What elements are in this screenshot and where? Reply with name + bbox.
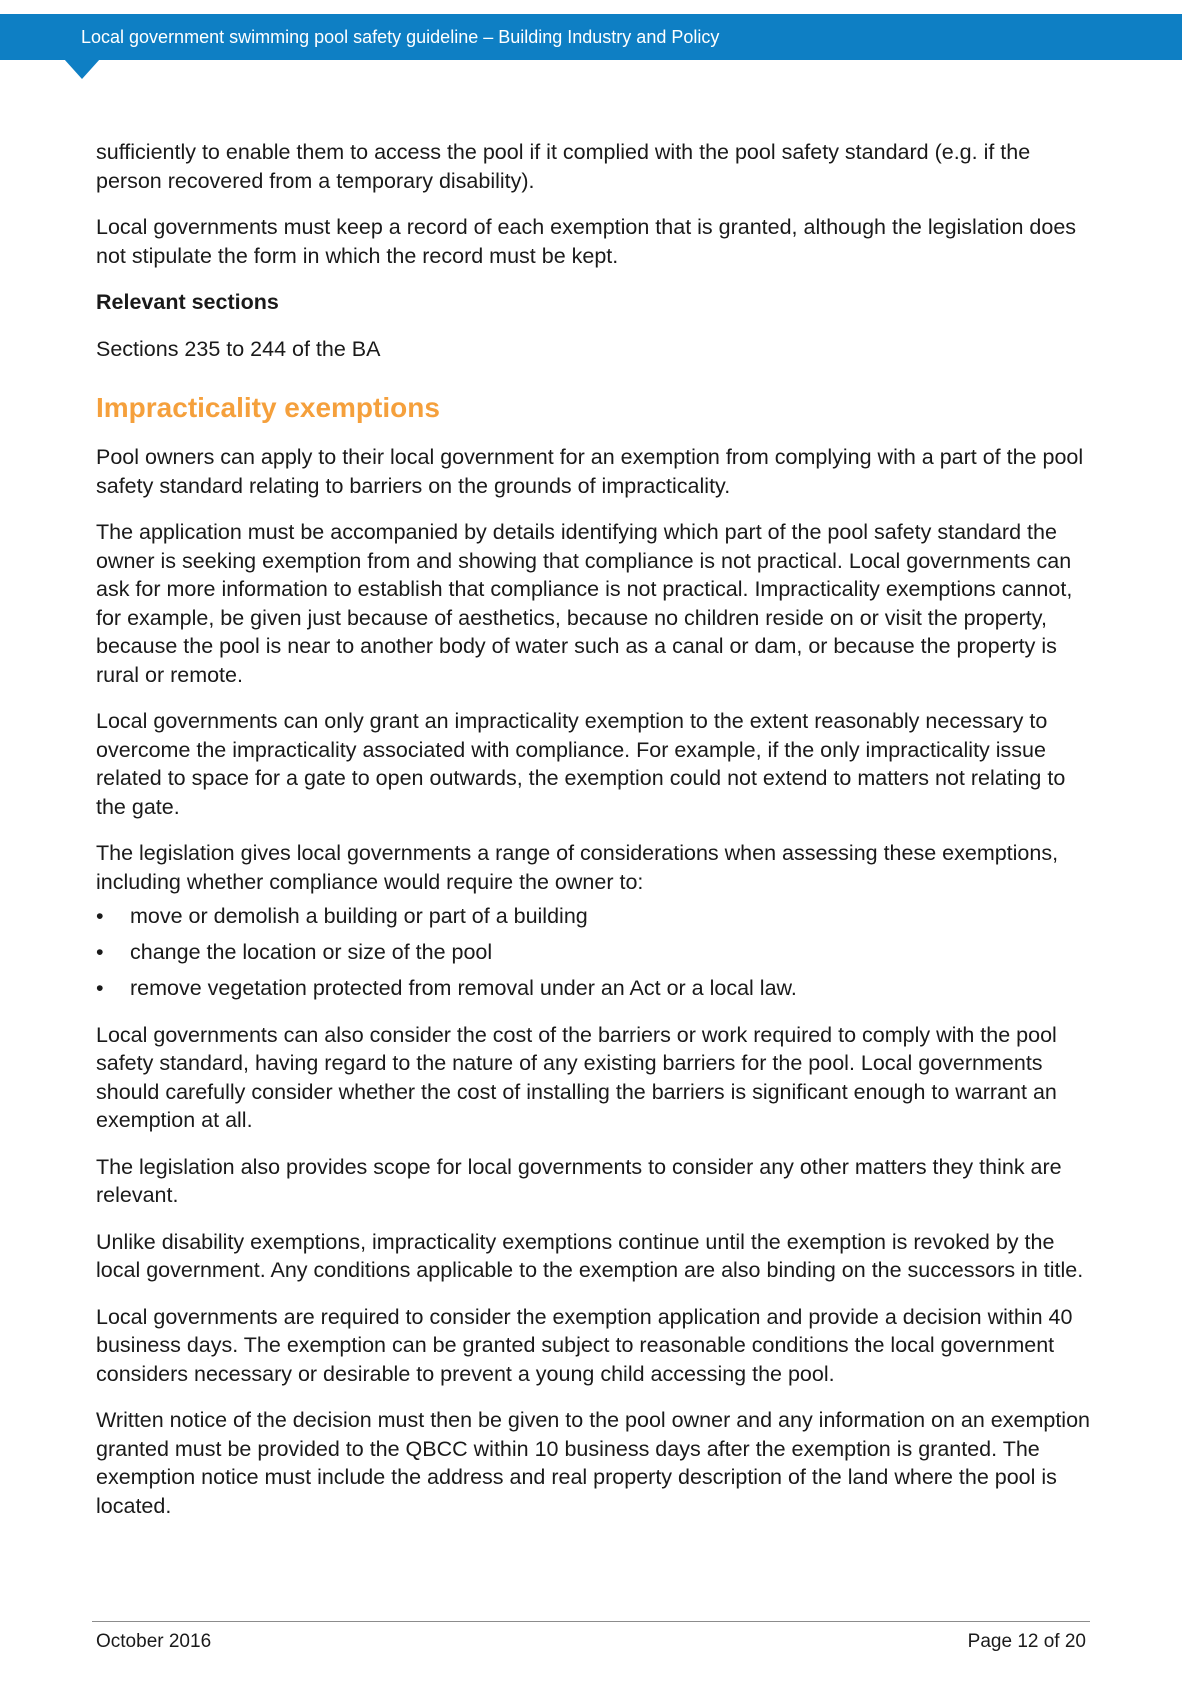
list-item-text: change the location or size of the pool — [130, 940, 493, 964]
list-item — [96, 902, 1096, 931]
footer-date: October 2016 — [96, 1631, 212, 1652]
list-item-text: move or demolish a building or part of a building — [130, 904, 588, 928]
relevant-sections-heading: Relevant sections — [96, 290, 279, 314]
document-title: Local government swimming pool safety guideline – Building Industry and Policy — [81, 27, 720, 47]
section-heading: Impracticality exemptions — [96, 392, 440, 423]
list-item-text: remove vegetation protected from removal under an Act or a local law. — [130, 976, 797, 1000]
considerations-list — [96, 902, 1096, 1003]
header-notch — [64, 59, 100, 79]
bullet-marker: • — [96, 940, 104, 964]
paragraph-9: Written notice of the decision must then be given to the pool owner and any information on an exemption granted must be provided to the QBCC within 10 business days after the exemption is granted. The exemption notice must include the address and real property description of the land where the pool is located. — [96, 1408, 1090, 1518]
bullet-marker: • — [96, 904, 104, 928]
paragraph-7: Unlike disability exemptions, impracticality exemptions continue until the exemption is revoked by the local government. Any conditions applicable to the exemption are also binding on the successors in title. — [96, 1229, 1084, 1282]
paragraph-1: Pool owners can apply to their local government for an exemption from complying with a part of the pool safety standard relating to barriers on the grounds of impracticality. — [96, 445, 1084, 498]
relevant-sections-text: Sections 235 to 244 of the BA — [96, 336, 381, 361]
paragraph-continued: sufficiently to enable them to access the pool if it complied with the pool safety standard (e.g. if the person recovered from a temporary disability). — [96, 140, 1031, 193]
footer-divider — [92, 1621, 1090, 1622]
list-item — [96, 974, 1096, 1003]
paragraph-4: The legislation gives local governments a range of considerations when assessing these exemptions, including whether compliance would require the owner to: — [96, 841, 1059, 894]
list-item — [96, 938, 1096, 967]
paragraph-3: Local governments can only grant an impracticality exemption to the extent reasonably necessary to overcome the impracticality associated with compliance. For example, if the only impracticality issue related to space for a gate to open outwards, the exemption could not extend to matters not relating to the gate. — [96, 709, 1066, 819]
paragraph-5: Local governments can also consider the cost of the barriers or work required to comply with the pool safety standard, having regard to the nature of any existing barriers for the pool. Local governments should carefully consider whether the cost of installing the barriers is significant enough to warrant an exemption at all. — [96, 1022, 1057, 1132]
page-number: Page 12 of 20 — [967, 1631, 1086, 1652]
bullet-marker: • — [96, 976, 104, 1000]
paragraph-2: The application must be accompanied by details identifying which part of the pool safety standard the owner is seeking exemption from and showing that compliance is not practical. Local governments can ask for more information to establish that compliance is not practical. Impracticality exemptions cannot, for example, be given just because of aesthetics, because no children reside on or visit the property, because the pool is near to another body of water such as a canal or dam, or because the property is rural or remote. — [96, 520, 1073, 687]
paragraph-6: The legislation also provides scope for local governments to consider any other matters they think are relevant. — [96, 1154, 1062, 1207]
paragraph-record: Local governments must keep a record of each exemption that is granted, although the legislation does not stipulate the form in which the record must be kept. — [96, 215, 1077, 268]
paragraph-8: Local governments are required to consider the exemption application and provide a decision within 40 business days. The exemption can be granted subject to reasonable conditions the local government considers necessary or desirable to prevent a young child accessing the pool. — [96, 1304, 1073, 1386]
page-content — [96, 138, 1096, 1538]
